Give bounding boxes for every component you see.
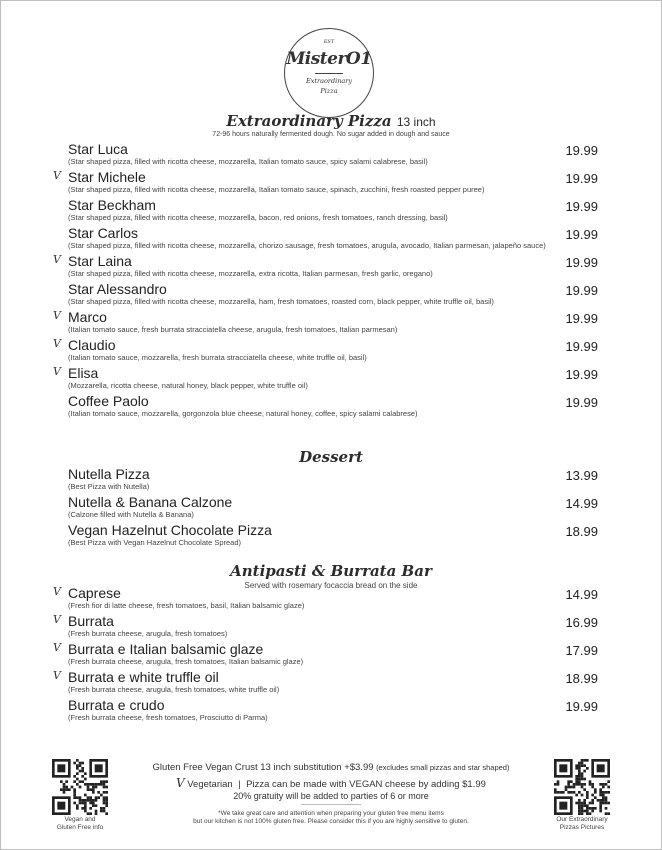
vegetarian-leaf-icon: V xyxy=(53,669,61,682)
logo-est: EST xyxy=(323,39,335,45)
pizza-size: 13 inch xyxy=(396,115,436,129)
item-price: 16.99 xyxy=(565,615,598,630)
item-price: 18.99 xyxy=(565,524,598,539)
item-price: 14.99 xyxy=(565,496,598,511)
item-description: (Fresh burrata cheese, fresh tomatoes, Prosciutto di Parma) xyxy=(68,713,268,722)
item-description: (Italian tomato sauce, mozzarella, gorgonzola blue cheese, natural honey, coffee, spicy salami calabrese) xyxy=(68,409,418,418)
vegetarian-leaf-icon: V xyxy=(53,641,61,654)
logo-line1: Extraordinary xyxy=(305,77,353,85)
disclaimer-line1: *We take great care and attention when preparing your gluten free menu items xyxy=(218,810,444,817)
antipasti-section-title: Antipasti & Burrata Bar xyxy=(230,562,432,580)
item-name: Star Michele xyxy=(68,169,146,185)
item-price: 14.99 xyxy=(565,587,598,602)
menu-item xyxy=(53,669,598,699)
logo-main: MisterO1 xyxy=(286,49,372,69)
menu-item xyxy=(53,393,598,423)
logo-line2: Pizza xyxy=(320,87,338,95)
item-price: 19.99 xyxy=(565,171,598,186)
menu-item xyxy=(53,141,598,171)
gluten-free-text: Gluten Free Vegan Crust 13 inch substitution +$3.99 xyxy=(152,762,374,773)
item-name: Star Luca xyxy=(68,141,128,157)
menu-item xyxy=(53,169,598,199)
menu-item xyxy=(53,641,598,671)
item-name: Nutella & Banana Calzone xyxy=(68,494,233,510)
item-price: 19.99 xyxy=(565,395,598,410)
menu-item xyxy=(53,697,598,727)
logo xyxy=(284,28,374,118)
menu-item xyxy=(53,337,598,367)
item-price: 19.99 xyxy=(565,367,598,382)
item-description: (Fresh burrata cheese, arugula, fresh tomatoes, Italian balsamic glaze) xyxy=(68,657,304,666)
item-name: Vegan Hazelnut Chocolate Pizza xyxy=(68,522,272,538)
gratuity-line: 20% gratuity will be added to parties of 6 or more xyxy=(233,791,429,801)
item-price: 19.99 xyxy=(565,699,598,714)
menu-item xyxy=(53,225,598,255)
menu-item xyxy=(53,309,598,339)
vegetarian-separator: | xyxy=(238,779,241,790)
item-description: (Italian tomato sauce, mozzarella, fresh burrata stracciatella cheese, white truffle oil, basil) xyxy=(68,353,367,362)
item-price: 19.99 xyxy=(565,227,598,242)
menu-item xyxy=(53,281,598,311)
item-description: (Calzone filled with Nutella & Banana) xyxy=(68,510,194,519)
item-price: 17.99 xyxy=(565,643,598,658)
item-description: (Star shaped pizza, filled with ricotta cheese, mozzarella, bacon, red onions, fresh tomatoes, ranch dressing, basil) xyxy=(68,213,448,222)
item-name: Elisa xyxy=(68,365,99,381)
qr-right-label-line1: Our Extraordinary xyxy=(556,816,608,823)
menu-item xyxy=(53,253,598,283)
item-name: Burrata e crudo xyxy=(68,697,165,713)
vegetarian-leaf-icon: V xyxy=(53,337,61,350)
menu-item xyxy=(53,466,598,496)
item-price: 19.99 xyxy=(565,143,598,158)
item-name: Star Alessandro xyxy=(68,281,167,297)
pizza-subtitle: 72-96 hours naturally fermented dough. No sugar added in dough and sauce xyxy=(212,131,450,138)
vegetarian-leaf-icon: V xyxy=(53,253,61,266)
item-description: (Mozzarella, ricotta cheese, natural honey, black pepper, white truffle oil) xyxy=(68,381,308,390)
item-description: (Italian tomato sauce, fresh burrata stracciatella cheese, arugula, fresh tomatoes, Italian parmesan) xyxy=(68,325,398,334)
vegetarian-leaf-icon: V xyxy=(53,585,61,598)
menu-item xyxy=(53,365,598,395)
item-price: 18.99 xyxy=(565,671,598,686)
item-description: (Star shaped pizza, filled with ricotta cheese, mozzarella, extra ricotta, Italian parmesan, fresh garlic, oregano) xyxy=(68,269,433,278)
item-price: 19.99 xyxy=(565,283,598,298)
vegetarian-line xyxy=(1,776,661,790)
vegetarian-leaf-icon: V xyxy=(53,169,61,182)
dessert-section-title: Dessert xyxy=(299,448,363,466)
vegetarian-label: Vegetarian xyxy=(187,779,233,790)
vegetarian-leaf-icon: V xyxy=(53,309,61,322)
pizza-section-title xyxy=(1,112,661,130)
item-description: (Fresh burrata cheese, arugula, fresh tomatoes) xyxy=(68,629,228,638)
item-name: Burrata xyxy=(68,613,114,629)
item-description: (Star shaped pizza, filled with ricotta cheese, mozzarella, chorizo sausage, fresh tomatoes, arugula, avocado, Italian parmesan, jalapeño sauce) xyxy=(68,241,546,250)
qr-right-label-line2: Pizzas Pictures xyxy=(559,824,605,831)
antipasti-subtitle: Served with rosemary focaccia bread on the side xyxy=(244,581,418,590)
gluten-free-line xyxy=(1,762,661,773)
item-name: Star Carlos xyxy=(68,225,139,241)
menu-item xyxy=(53,494,598,524)
vegetarian-leaf-icon: V xyxy=(53,613,61,626)
vegetarian-leaf-icon: V xyxy=(176,776,185,790)
menu-item xyxy=(53,197,598,227)
item-name: Coffee Paolo xyxy=(68,393,149,409)
menu-item xyxy=(53,585,598,615)
item-price: 13.99 xyxy=(565,468,598,483)
item-name: Nutella Pizza xyxy=(68,466,150,482)
footer-divider xyxy=(301,804,361,805)
item-price: 19.99 xyxy=(565,311,598,326)
qr-left-label-line2: Gluten Free info xyxy=(56,824,104,831)
menu-item xyxy=(53,613,598,643)
pizza-title: Extraordinary Pizza xyxy=(226,112,392,130)
item-description: (Fresh burrata cheese, arugula, fresh tomatoes, white truffle oil) xyxy=(68,685,280,694)
item-name: Burrata e Italian balsamic glaze xyxy=(68,641,264,657)
item-description: (Star shaped pizza, filled with ricotta cheese, mozzarella, Italian tomato sauce, spicy salami calabrese, basil) xyxy=(68,157,428,166)
item-name: Marco xyxy=(68,309,107,325)
logo-rule xyxy=(315,73,343,74)
vegan-cheese-text: Pizza can be made with VEGAN cheese by adding $1.99 xyxy=(246,779,486,790)
item-name: Claudio xyxy=(68,337,116,353)
gluten-free-note: (excludes small pizzas and star shaped) xyxy=(376,763,510,772)
item-price: 19.99 xyxy=(565,255,598,270)
item-description: (Star shaped pizza, filled with ricotta cheese, mozzarella, Italian tomato sauce, spinach, zucchini, fresh roasted pepper puree) xyxy=(68,185,485,194)
item-name: Star Beckham xyxy=(68,197,156,213)
qr-left-label-line1: Vegan and xyxy=(64,816,96,823)
item-description: (Star shaped pizza, filled with ricotta cheese, mozzarella, ham, fresh tomatoes, roasted corn, black pepper, white truffle oil, basil) xyxy=(68,297,494,306)
disclaimer-line2: but our kitchen is not 100% gluten free. Please consider this if you are highly sensitive to gluten. xyxy=(193,818,469,825)
item-name: Burrata e white truffle oil xyxy=(68,669,219,685)
item-name: Star Laina xyxy=(68,253,132,269)
vegetarian-leaf-icon: V xyxy=(53,365,61,378)
menu-item xyxy=(53,522,598,552)
item-description: (Best Pizza with Nutella) xyxy=(68,482,150,491)
item-description: (Best Pizza with Vegan Hazelnut Chocolate Spread) xyxy=(68,538,242,547)
item-description: (Fresh fior di latte cheese, fresh tomatoes, basil, Italian balsamic glaze) xyxy=(68,601,305,610)
item-price: 19.99 xyxy=(565,199,598,214)
item-price: 19.99 xyxy=(565,339,598,354)
item-name: Caprese xyxy=(68,585,121,601)
